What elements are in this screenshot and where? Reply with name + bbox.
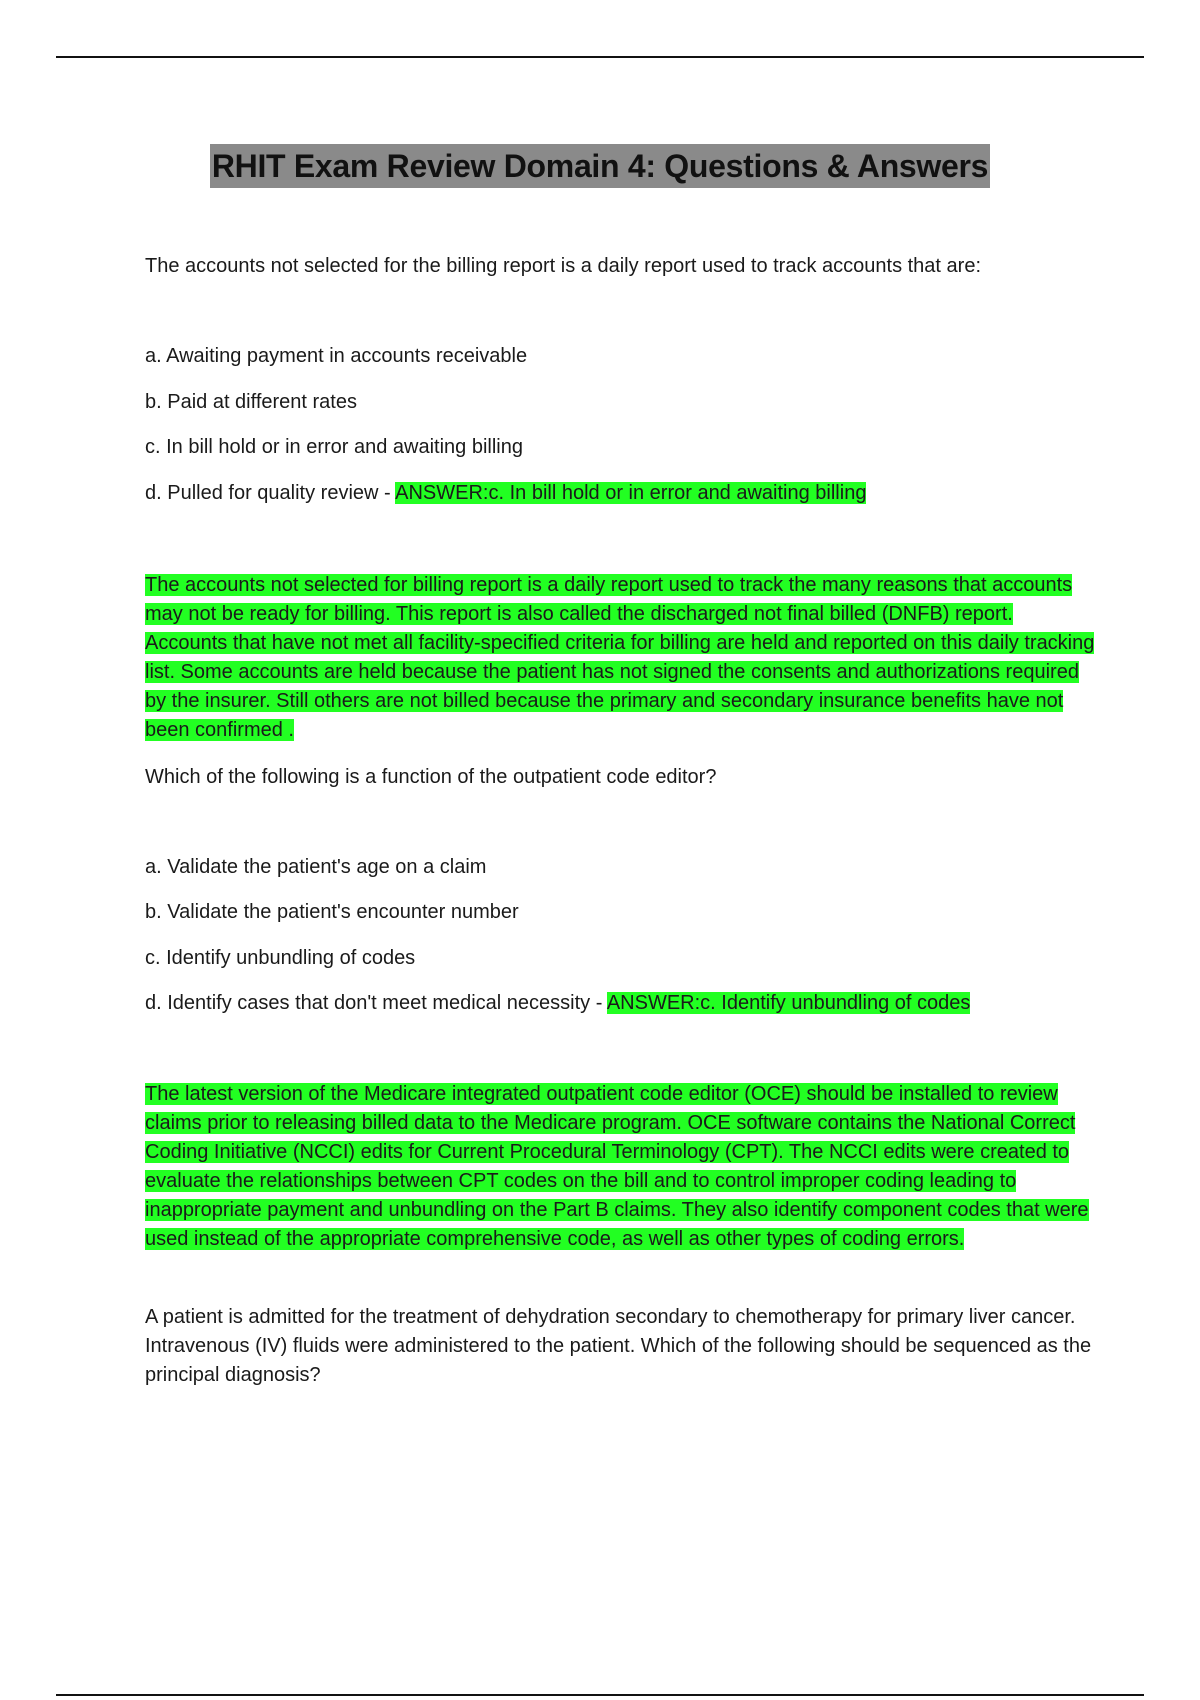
- question-1-explanation: The accounts not selected for billing report is a daily report used to track the many reasons that accounts may not be ready for billing. This report is also called the discharged not final billed (DNFB) report. Accounts that have not met all facility-specified criteria for billing are held and reported on this daily tracking list. Some accounts are held because the patient has not signed the consents and authorizations required by the insurer. Still others are not billed because the primary and secondary insurance benefits have not been confirmed .: [145, 574, 1095, 741]
- question-2-explanation: The latest version of the Medicare integrated outpatient code editor (OCE) should be installed to review claims prior to releasing billed data to the Medicare program. OCE software contains the National Correct Coding Initiative (NCCI) edits for Current Procedural Terminology (CPT). The NCCI edits were created to evaluate the relationships between CPT codes on the bill and to control improper coding leading to inappropriate payment and unbundling on the Part B claims. They also identify component codes that were used instead of the appropriate comprehensive code, as well as other types of coding errors.: [145, 1083, 1089, 1250]
- question-2-option-a: a. Validate the patient's age on a claim: [145, 856, 487, 878]
- question-1-explanation-block: [145, 571, 1095, 745]
- document-title: RHIT Exam Review Domain 4: Questions & Answers: [210, 144, 990, 188]
- top-rule: [56, 56, 1144, 58]
- question-1-option-b: b. Paid at different rates: [145, 391, 357, 413]
- question-1-option-d: d. Pulled for quality review -: [145, 482, 391, 504]
- question-2-option-d-row: [145, 989, 1095, 1018]
- question-1-text: The accounts not selected for the billing report is a daily report used to track accounts that are:: [145, 255, 982, 277]
- question-1-answer: ANSWER:c. In bill hold or in error and awaiting billing: [395, 482, 867, 504]
- question-2-option-b: b. Validate the patient's encounter number: [145, 901, 519, 923]
- bottom-rule: [56, 1694, 1144, 1696]
- question-1-option-a: a. Awaiting payment in accounts receivable: [145, 345, 528, 367]
- question-3-text: A patient is admitted for the treatment of dehydration secondary to chemotherapy for primary liver cancer. Intravenous (IV) fluids were administered to the patient. Which of the following should be sequenced as the principal diagnosis?: [145, 1306, 1092, 1386]
- question-2-explanation-block: [145, 1080, 1095, 1254]
- question-1-option-c: c. In bill hold or in error and awaiting billing: [145, 436, 523, 458]
- question-2-text: Which of the following is a function of the outpatient code editor?: [145, 766, 717, 788]
- question-2-option-d: d. Identify cases that don't meet medical necessity -: [145, 992, 603, 1014]
- question-2-option-c: c. Identify unbundling of codes: [145, 947, 416, 969]
- question-1-option-d-row: [145, 479, 1095, 508]
- question-2-answer: ANSWER:c. Identify unbundling of codes: [606, 992, 971, 1014]
- title-container: [0, 144, 1200, 188]
